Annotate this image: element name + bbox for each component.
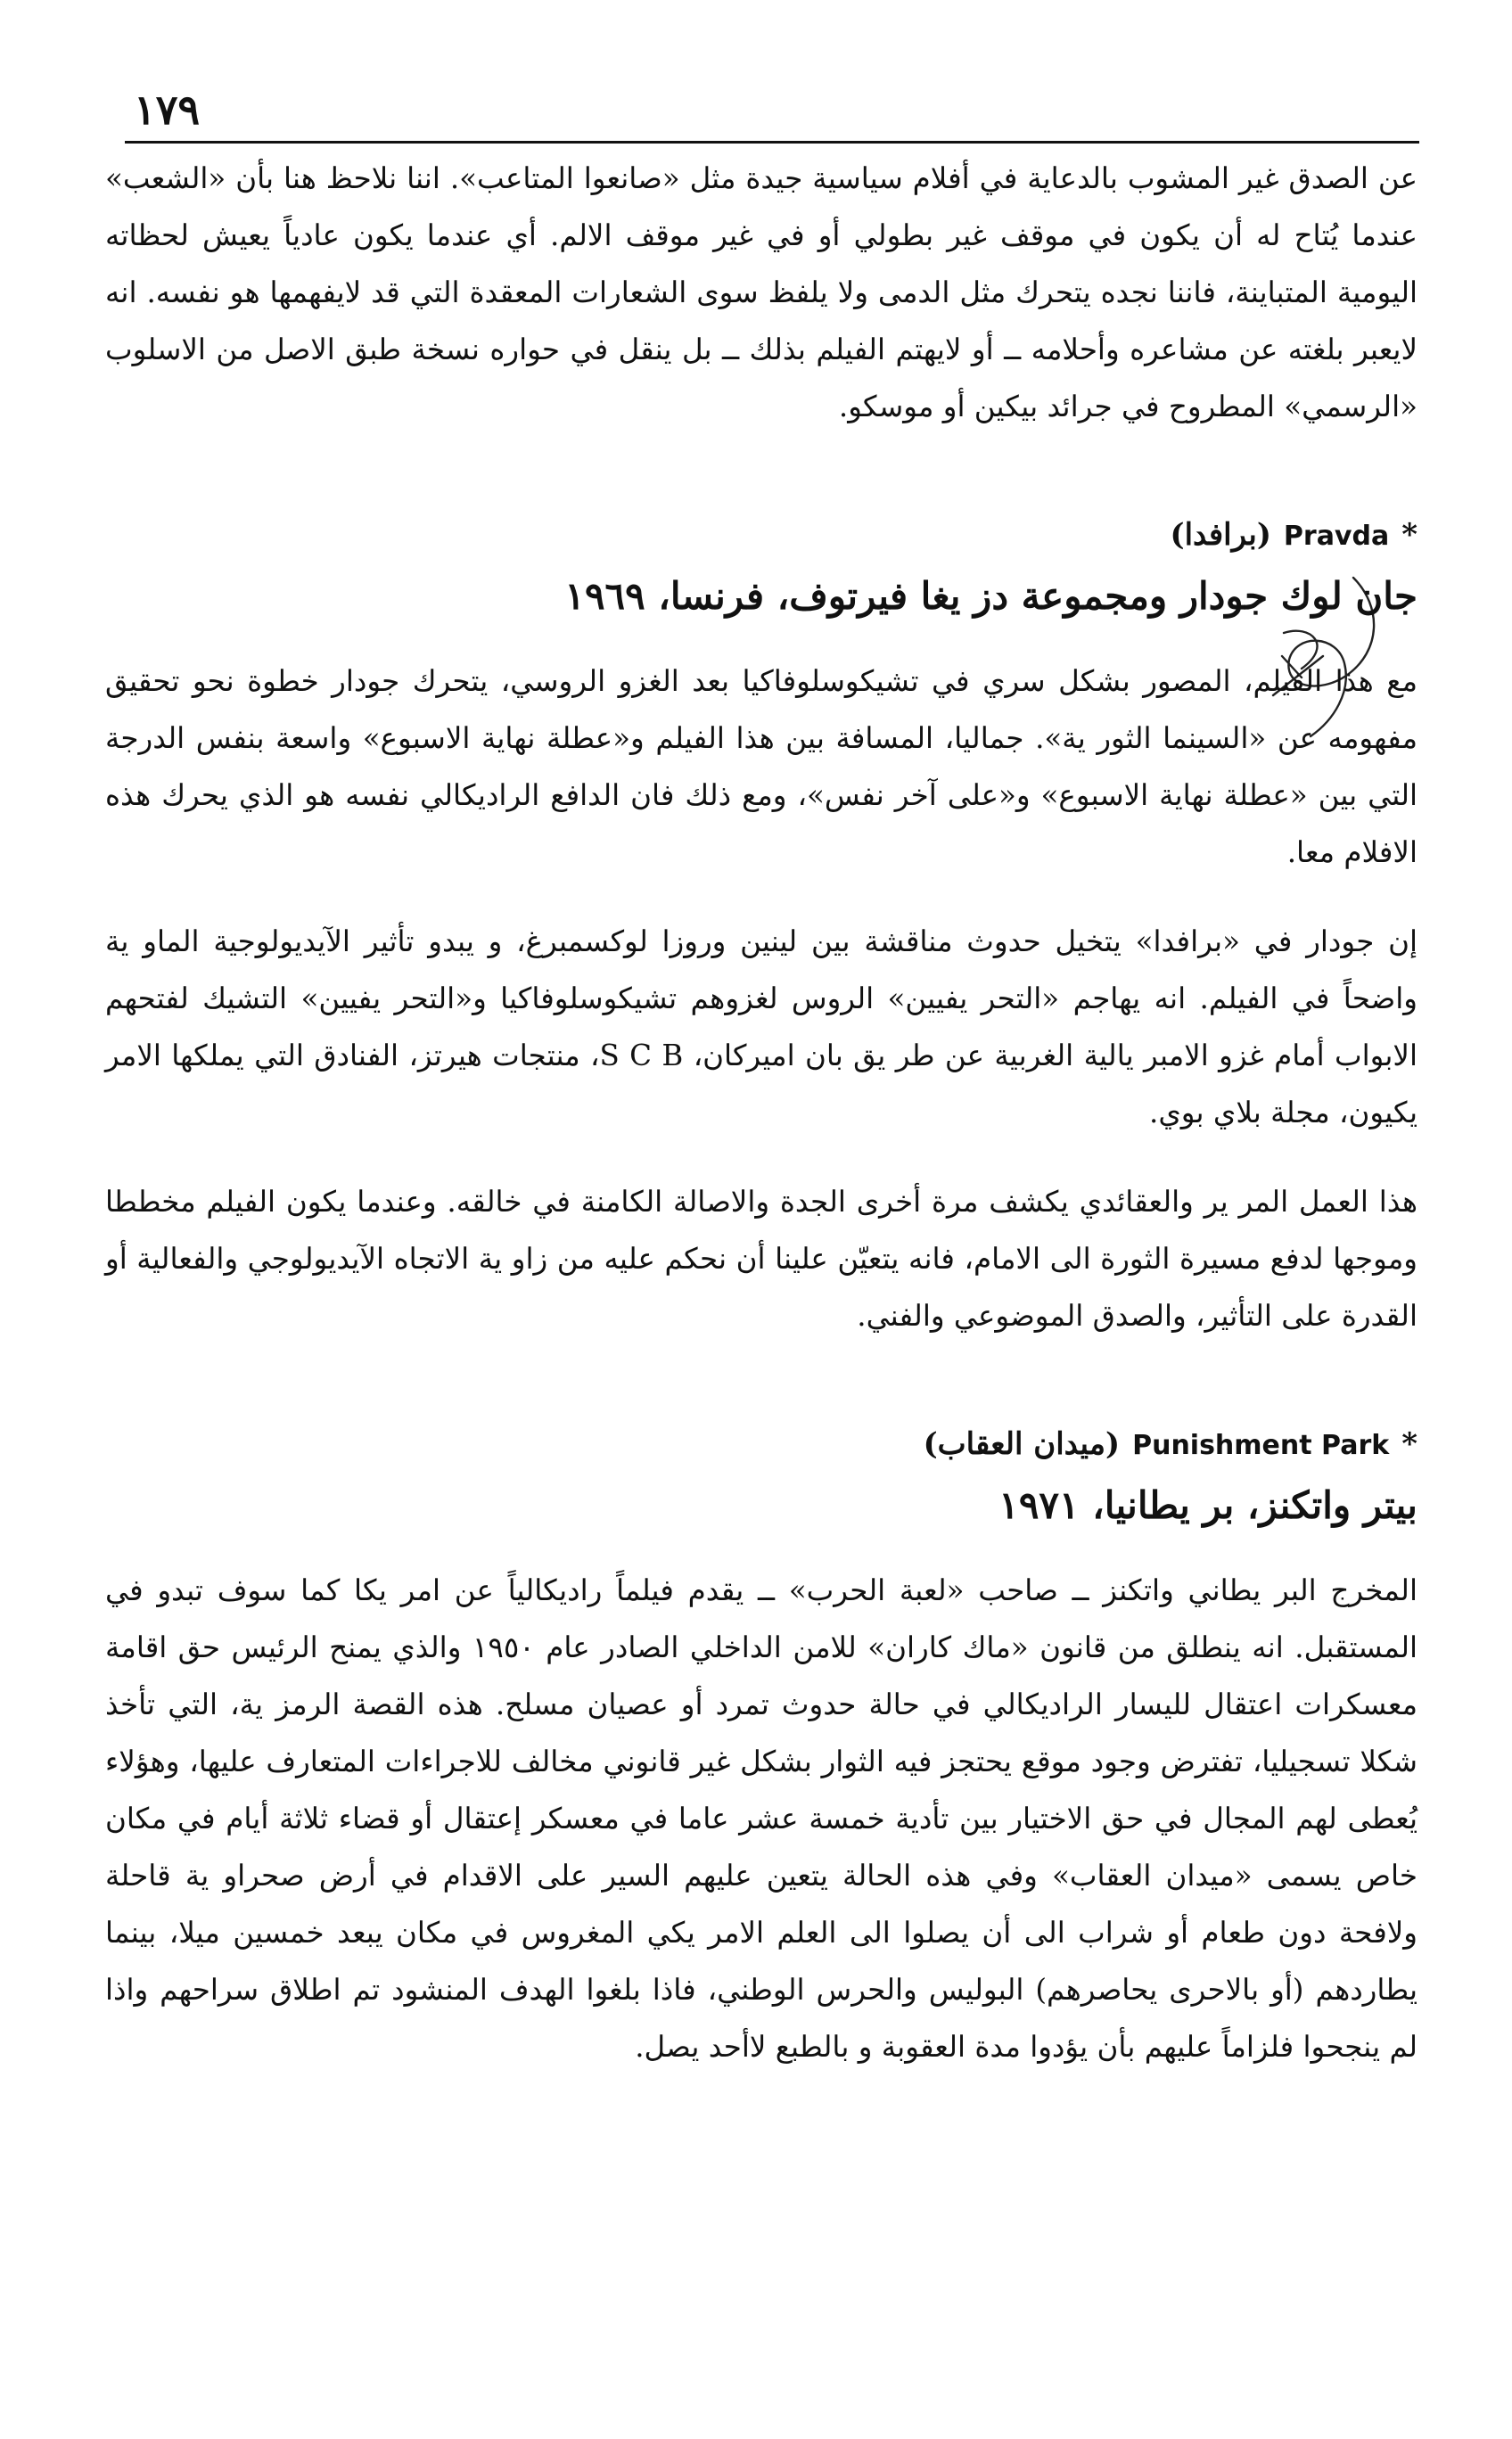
header-rule	[125, 141, 1419, 144]
film-entry-heading-pravda	[105, 510, 1418, 562]
paragraph-punishment-park: المخرج البر يطاني واتكنز ــ صاحب «لعبة الحرب» ــ يقدم فيلماً راديكالياً عن امر يكا كما سوف تبدو في المستقبل. انه ينطلق من قانون «ماك كاران» للامن الداخلي الصادر عام ١٩٥٠ والذي يمنح الرئيس حق اقامة معسكرات اعتقال لليسار الراديكالي في حالة حدوث تمرد أو عصيان مسلح. هذه القصة الرمز ية، التي تأخذ شكلا تسجيليا، تفترض وجود موقع يحتجز فيه الثوار بشكل غير قانوني مخالف للاجراءات المتعارف عليها، وهؤلاء يُعطى لهم المجال في حق الاختيار بين تأدية خمسة عشر عاما في معسكر إعتقال أو قضاء ثلاثة أيام في مكان خاص يسمى «ميدان العقاب» وفي هذه الحالة يتعين عليهم السير على الاقدام في أرض صحراو ية قاحلة ولافحة دون طعام أو شراب الى أن يصلوا الى العلم الامر يكي المغروس في مكان يبعد خمسين ميلا، بينما يطاردهم (أو بالاحرى يحاصرهم) البوليس والحرس الوطني، فاذا بلغوا الهدف المنشود تم اطلاق سراحهم واذا لم ينجحوا فلزاماً عليهم بأن يؤدوا مدة العقوبة و بالطبع لاأحد يصل.	[105, 1573, 1418, 2064]
film-credits-line: بيتر واتكنز، بر يطانيا، ١٩٧١	[998, 1483, 1418, 1527]
spacer	[105, 628, 1418, 653]
spacer	[105, 435, 1418, 510]
paragraph-pravda-3: هذا العمل المر ير والعقائدي يكشف مرة أخرى الجدة والاصالة الكامنة في خالقه. وعندما يكون الفيلم مخططا وموجها لدفع مسيرة الثورة الى الامام، فانه يتعيّن علينا أن نحكم عليه من زاو ية الاتجاه الآيديولوجي والفعالية أو القدرة على التأثير، والصدق الموضوعي والفني.	[105, 1185, 1418, 1333]
film-latin-title: Pravda	[1283, 521, 1390, 552]
paragraph-pravda-2: إن جودار في «برافدا» يتخيل حدوث مناقشة بين لينين وروزا لوكسمبرغ، و يبدو تأثير الآيديولوجية الماو ية واضحاً في الفيلم. انه يهاجم «التحر يفيين» الروس لغزوهم تشيكوسلوفاكيا و«التحر يفيين» التشيك لفتحهم الابواب أمام غزو الامبر يالية الغربية عن طر يق بان اميركان، S C B، منتجات هيرتز، الفنادق التي يملكها الامر يكيون، مجلة بلاي بوي.	[105, 924, 1418, 1129]
asterisk-icon: *	[1401, 517, 1418, 553]
paragraph-pravda-1: مع هذا الفيلم، المصور بشكل سري في تشيكوسلوفاكيا بعد الغزو الروسي، يتحرك جودار خطوة نحو تحقيق مفهومه عن «السينما الثور ية». جماليا، المسافة بين هذا الفيلم و«عطلة نهاية الاسبوع» واسعة بنفس الدرجة التي بين «عطلة نهاية الاسبوع» و«على آخر نفس»، ومع ذلك فان الدافع الراديكالي نفسه هو الذي يحرك هذه الافلام معا.	[105, 664, 1418, 869]
film-entry-heading-punishment-park	[105, 1419, 1418, 1471]
film-latin-title: Punishment Park	[1132, 1430, 1390, 1461]
spacer	[105, 1141, 1418, 1173]
asterisk-icon: *	[1401, 1426, 1418, 1462]
film-arabic-title: (ميدان العقاب)	[923, 1426, 1121, 1462]
page-number: ١٧٩	[134, 86, 201, 134]
spacer	[105, 881, 1418, 913]
film-credits-line: جان لوك جودار ومجموعة دز يغا فيرتوف، فرنسا، ١٩٦٩	[564, 574, 1418, 618]
paragraph-intro: عن الصدق غير المشوب بالدعاية في أفلام سياسية جيدة مثل «صانعوا المتاعب». اننا نلاحظ هنا بأن «الشعب» عندما يُتاح له أن يكون في موقف غير بطولي أو في غير موقف الالم. أي عندما يكون عادياً يعيش لحظاته اليومية المتباينة، فاننا نجده يتحرك مثل الدمى ولا يلفظ سوى الشعارات المعقدة التي قد لايفهمها هو نفسه. انه لايعبر بلغته عن مشاعره وأحلامه ــ أو لايهتم الفيلم بذلك ــ بل ينقل في حواره نسخة طبق الاصل من الاسلوب «الرسمي» المطروح في جرائد بيكين أو موسكو.	[105, 161, 1418, 423]
film-arabic-title: (برافدا)	[1170, 517, 1271, 553]
page-content	[105, 150, 1418, 2075]
spacer	[105, 1537, 1418, 1562]
spacer	[105, 1344, 1418, 1419]
